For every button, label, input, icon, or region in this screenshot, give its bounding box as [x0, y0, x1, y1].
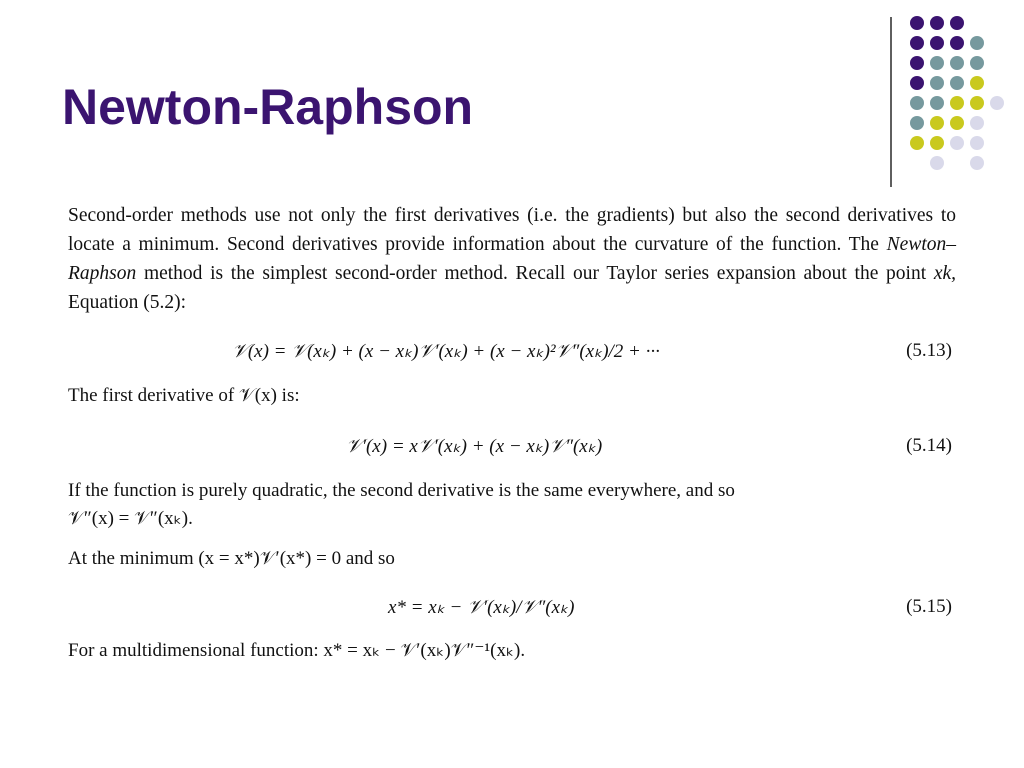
- decorative-dot: [930, 96, 944, 110]
- decorative-dot-grid: [910, 16, 1006, 166]
- newton-raphson-emphasis: Newton–Raphson: [68, 234, 956, 284]
- decorative-dot: [930, 136, 944, 150]
- decorative-dot: [950, 56, 964, 70]
- equation-5-15: [68, 596, 952, 626]
- decorative-dot: [970, 76, 984, 90]
- quadratic-statement-line-1: If the function is purely quadratic, the second derivative is the same everywhere, and so: [68, 480, 735, 501]
- decorative-dot: [910, 96, 924, 110]
- decorative-dot: [950, 36, 964, 50]
- slide-title: Newton-Raphson: [62, 79, 474, 135]
- decorative-dot: [950, 76, 964, 90]
- decorative-dot: [950, 16, 964, 30]
- equation-5-13-expression: 𝒱(x) = 𝒱(xₖ) + (x − xₖ)𝒱′(xₖ) + (x − xₖ)²𝒱″(xₖ)/2 + ···: [232, 341, 660, 362]
- decorative-dot: [990, 96, 1004, 110]
- decorative-dot: [910, 56, 924, 70]
- minimum-condition: At the minimum (x = x*)𝒱′(x*) = 0 and so: [68, 548, 395, 569]
- equation-5-14-number: (5.14): [906, 435, 952, 456]
- equation-5-14: [68, 435, 952, 465]
- title-divider: [890, 17, 892, 187]
- multidimensional-formula: For a multidimensional function: x* = xₖ − 𝒱′(xₖ)𝒱″⁻¹(xₖ).: [68, 640, 526, 661]
- point-xk: xk,: [933, 263, 956, 284]
- decorative-dot: [910, 76, 924, 90]
- equation-5-14-expression: 𝒱′(x) = x𝒱′(xₖ) + (x − xₖ)𝒱″(xₖ): [346, 436, 603, 457]
- intro-text-b: method is the simplest second-order method. Recall our Taylor series expansion about the point: [136, 263, 934, 284]
- decorative-dot: [970, 36, 984, 50]
- decorative-dot: [950, 136, 964, 150]
- decorative-dot: [910, 16, 924, 30]
- decorative-dot: [970, 136, 984, 150]
- decorative-dot: [950, 96, 964, 110]
- decorative-dot: [930, 156, 944, 170]
- intro-text-a: Second-order methods use not only the first derivatives (i.e. the gradients) but also the second derivatives to locate a minimum. Second derivatives provide information about the curvature of the function. The: [68, 205, 956, 255]
- decorative-dot: [970, 116, 984, 130]
- decorative-dot: [970, 96, 984, 110]
- equation-5-13: [68, 340, 952, 370]
- decorative-dot: [930, 36, 944, 50]
- intro-paragraph: [68, 201, 956, 317]
- decorative-dot: [970, 156, 984, 170]
- first-derivative-label: The first derivative of 𝒱(x) is:: [68, 385, 300, 406]
- decorative-dot: [930, 116, 944, 130]
- equation-5-15-number: (5.15): [906, 596, 952, 617]
- quadratic-statement-line-2: 𝒱″(x) = 𝒱″(xₖ).: [68, 508, 193, 529]
- decorative-dot: [930, 16, 944, 30]
- equation-5-15-expression: x* = xₖ − 𝒱′(xₖ)/𝒱″(xₖ): [388, 597, 575, 618]
- decorative-dot: [950, 116, 964, 130]
- decorative-dot: [970, 56, 984, 70]
- decorative-dot: [930, 56, 944, 70]
- decorative-dot: [910, 116, 924, 130]
- decorative-dot: [910, 36, 924, 50]
- decorative-dot: [910, 136, 924, 150]
- decorative-dot: [930, 76, 944, 90]
- equation-5-13-number: (5.13): [906, 340, 952, 361]
- intro-text-c: Equation (5.2):: [68, 292, 187, 313]
